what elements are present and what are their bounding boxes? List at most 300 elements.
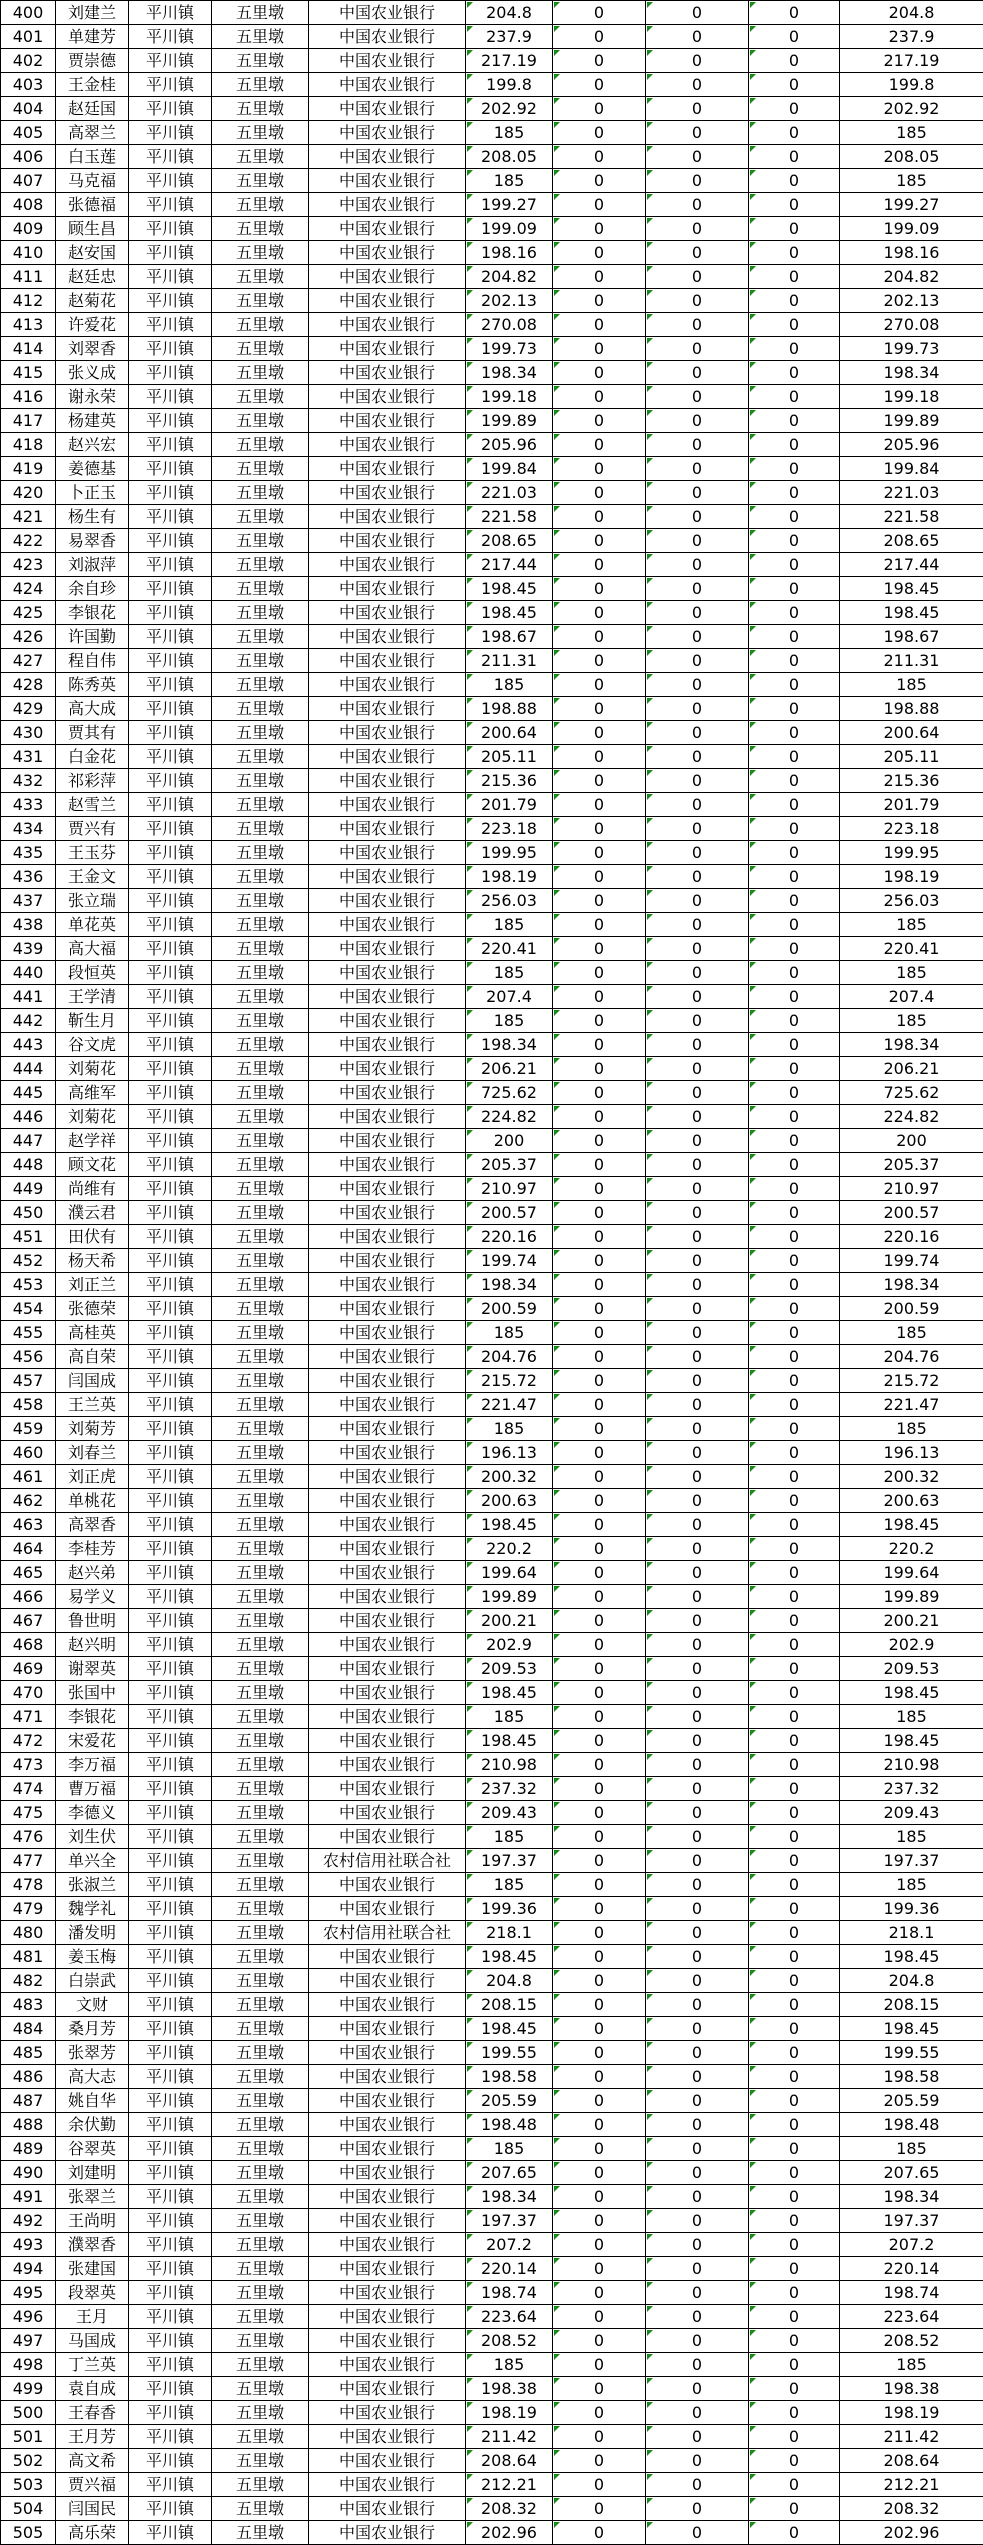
village-cell[interactable]: 五里墩 bbox=[212, 985, 309, 1009]
zero-cell-1[interactable]: 0 bbox=[553, 505, 646, 529]
village-cell[interactable]: 五里墩 bbox=[212, 1753, 309, 1777]
town-cell[interactable]: 平川镇 bbox=[129, 1945, 212, 1969]
total-cell[interactable]: 200.57 bbox=[840, 1201, 983, 1225]
zero-cell-1[interactable]: 0 bbox=[553, 625, 646, 649]
amount-cell[interactable]: 224.82 bbox=[466, 1105, 553, 1129]
amount-cell[interactable]: 204.8 bbox=[466, 1, 553, 25]
zero-cell-1[interactable]: 0 bbox=[553, 1561, 646, 1585]
zero-cell-1[interactable]: 0 bbox=[553, 2521, 646, 2545]
bank-cell[interactable]: 中国农业银行 bbox=[309, 1201, 466, 1225]
row-number-cell[interactable]: 499 bbox=[1, 2377, 56, 2401]
row-number-cell[interactable]: 410 bbox=[1, 241, 56, 265]
amount-cell[interactable]: 206.21 bbox=[466, 1057, 553, 1081]
amount-cell[interactable]: 202.96 bbox=[466, 2521, 553, 2545]
zero-cell-1[interactable]: 0 bbox=[553, 721, 646, 745]
zero-cell-1[interactable]: 0 bbox=[553, 2185, 646, 2209]
amount-cell[interactable]: 220.14 bbox=[466, 2257, 553, 2281]
row-number-cell[interactable]: 409 bbox=[1, 217, 56, 241]
zero-cell-1[interactable]: 0 bbox=[553, 2329, 646, 2353]
zero-cell-3[interactable]: 0 bbox=[749, 1249, 840, 1273]
zero-cell-1[interactable]: 0 bbox=[553, 889, 646, 913]
amount-cell[interactable]: 199.95 bbox=[466, 841, 553, 865]
amount-cell[interactable]: 185 bbox=[466, 1705, 553, 1729]
town-cell[interactable]: 平川镇 bbox=[129, 1609, 212, 1633]
village-cell[interactable]: 五里墩 bbox=[212, 1225, 309, 1249]
zero-cell-2[interactable]: 0 bbox=[646, 1177, 749, 1201]
zero-cell-1[interactable]: 0 bbox=[553, 313, 646, 337]
town-cell[interactable]: 平川镇 bbox=[129, 1465, 212, 1489]
amount-cell[interactable]: 198.34 bbox=[466, 361, 553, 385]
town-cell[interactable]: 平川镇 bbox=[129, 961, 212, 985]
zero-cell-1[interactable]: 0 bbox=[553, 2353, 646, 2377]
name-cell[interactable]: 魏学礼 bbox=[56, 1897, 129, 1921]
zero-cell-3[interactable]: 0 bbox=[749, 1537, 840, 1561]
town-cell[interactable]: 平川镇 bbox=[129, 2521, 212, 2545]
village-cell[interactable]: 五里墩 bbox=[212, 2017, 309, 2041]
total-cell[interactable]: 198.38 bbox=[840, 2377, 983, 2401]
zero-cell-3[interactable]: 0 bbox=[749, 1081, 840, 1105]
zero-cell-3[interactable]: 0 bbox=[749, 2113, 840, 2137]
amount-cell[interactable]: 200.64 bbox=[466, 721, 553, 745]
zero-cell-3[interactable]: 0 bbox=[749, 2353, 840, 2377]
town-cell[interactable]: 平川镇 bbox=[129, 769, 212, 793]
row-number-cell[interactable]: 467 bbox=[1, 1609, 56, 1633]
bank-cell[interactable]: 中国农业银行 bbox=[309, 1753, 466, 1777]
row-number-cell[interactable]: 401 bbox=[1, 25, 56, 49]
total-cell[interactable]: 200.64 bbox=[840, 721, 983, 745]
bank-cell[interactable]: 中国农业银行 bbox=[309, 697, 466, 721]
village-cell[interactable]: 五里墩 bbox=[212, 745, 309, 769]
zero-cell-2[interactable]: 0 bbox=[646, 121, 749, 145]
zero-cell-3[interactable]: 0 bbox=[749, 1681, 840, 1705]
town-cell[interactable]: 平川镇 bbox=[129, 1177, 212, 1201]
total-cell[interactable]: 185 bbox=[840, 169, 983, 193]
total-cell[interactable]: 198.88 bbox=[840, 697, 983, 721]
row-number-cell[interactable]: 495 bbox=[1, 2281, 56, 2305]
name-cell[interactable]: 程自伟 bbox=[56, 649, 129, 673]
row-number-cell[interactable]: 451 bbox=[1, 1225, 56, 1249]
bank-cell[interactable]: 中国农业银行 bbox=[309, 457, 466, 481]
amount-cell[interactable]: 208.52 bbox=[466, 2329, 553, 2353]
zero-cell-1[interactable]: 0 bbox=[553, 433, 646, 457]
zero-cell-1[interactable]: 0 bbox=[553, 1609, 646, 1633]
town-cell[interactable]: 平川镇 bbox=[129, 2305, 212, 2329]
zero-cell-1[interactable]: 0 bbox=[553, 481, 646, 505]
zero-cell-3[interactable]: 0 bbox=[749, 2233, 840, 2257]
row-number-cell[interactable]: 433 bbox=[1, 793, 56, 817]
village-cell[interactable]: 五里墩 bbox=[212, 1417, 309, 1441]
town-cell[interactable]: 平川镇 bbox=[129, 1, 212, 25]
bank-cell[interactable]: 中国农业银行 bbox=[309, 2377, 466, 2401]
total-cell[interactable]: 208.32 bbox=[840, 2497, 983, 2521]
town-cell[interactable]: 平川镇 bbox=[129, 289, 212, 313]
total-cell[interactable]: 198.45 bbox=[840, 1513, 983, 1537]
name-cell[interactable]: 王玉芬 bbox=[56, 841, 129, 865]
zero-cell-2[interactable]: 0 bbox=[646, 697, 749, 721]
village-cell[interactable]: 五里墩 bbox=[212, 529, 309, 553]
name-cell[interactable]: 王月 bbox=[56, 2305, 129, 2329]
zero-cell-2[interactable]: 0 bbox=[646, 313, 749, 337]
row-number-cell[interactable]: 408 bbox=[1, 193, 56, 217]
town-cell[interactable]: 平川镇 bbox=[129, 2041, 212, 2065]
name-cell[interactable]: 桑月芳 bbox=[56, 2017, 129, 2041]
zero-cell-3[interactable]: 0 bbox=[749, 145, 840, 169]
total-cell[interactable]: 185 bbox=[840, 673, 983, 697]
village-cell[interactable]: 五里墩 bbox=[212, 2473, 309, 2497]
total-cell[interactable]: 221.58 bbox=[840, 505, 983, 529]
row-number-cell[interactable]: 426 bbox=[1, 625, 56, 649]
zero-cell-1[interactable]: 0 bbox=[553, 1105, 646, 1129]
zero-cell-1[interactable]: 0 bbox=[553, 1057, 646, 1081]
zero-cell-2[interactable]: 0 bbox=[646, 1873, 749, 1897]
town-cell[interactable]: 平川镇 bbox=[129, 1105, 212, 1129]
town-cell[interactable]: 平川镇 bbox=[129, 1993, 212, 2017]
total-cell[interactable]: 198.45 bbox=[840, 577, 983, 601]
town-cell[interactable]: 平川镇 bbox=[129, 1033, 212, 1057]
name-cell[interactable]: 白玉莲 bbox=[56, 145, 129, 169]
name-cell[interactable]: 单桃花 bbox=[56, 1489, 129, 1513]
zero-cell-2[interactable]: 0 bbox=[646, 889, 749, 913]
zero-cell-1[interactable]: 0 bbox=[553, 1033, 646, 1057]
village-cell[interactable]: 五里墩 bbox=[212, 769, 309, 793]
row-number-cell[interactable]: 434 bbox=[1, 817, 56, 841]
total-cell[interactable]: 199.64 bbox=[840, 1561, 983, 1585]
bank-cell[interactable]: 中国农业银行 bbox=[309, 1993, 466, 2017]
zero-cell-2[interactable]: 0 bbox=[646, 1081, 749, 1105]
name-cell[interactable]: 高翠兰 bbox=[56, 121, 129, 145]
town-cell[interactable]: 平川镇 bbox=[129, 625, 212, 649]
zero-cell-3[interactable]: 0 bbox=[749, 553, 840, 577]
bank-cell[interactable]: 中国农业银行 bbox=[309, 2521, 466, 2545]
village-cell[interactable]: 五里墩 bbox=[212, 1633, 309, 1657]
zero-cell-2[interactable]: 0 bbox=[646, 2137, 749, 2161]
row-number-cell[interactable]: 448 bbox=[1, 1153, 56, 1177]
town-cell[interactable]: 平川镇 bbox=[129, 1129, 212, 1153]
zero-cell-2[interactable]: 0 bbox=[646, 1369, 749, 1393]
bank-cell[interactable]: 中国农业银行 bbox=[309, 1249, 466, 1273]
zero-cell-3[interactable]: 0 bbox=[749, 2401, 840, 2425]
total-cell[interactable]: 215.72 bbox=[840, 1369, 983, 1393]
village-cell[interactable]: 五里墩 bbox=[212, 1273, 309, 1297]
name-cell[interactable]: 祁彩萍 bbox=[56, 769, 129, 793]
zero-cell-3[interactable]: 0 bbox=[749, 385, 840, 409]
town-cell[interactable]: 平川镇 bbox=[129, 649, 212, 673]
zero-cell-3[interactable]: 0 bbox=[749, 1657, 840, 1681]
zero-cell-2[interactable]: 0 bbox=[646, 793, 749, 817]
amount-cell[interactable]: 199.8 bbox=[466, 73, 553, 97]
row-number-cell[interactable]: 496 bbox=[1, 2305, 56, 2329]
zero-cell-1[interactable]: 0 bbox=[553, 865, 646, 889]
zero-cell-2[interactable]: 0 bbox=[646, 1561, 749, 1585]
row-number-cell[interactable]: 421 bbox=[1, 505, 56, 529]
amount-cell[interactable]: 220.41 bbox=[466, 937, 553, 961]
zero-cell-1[interactable]: 0 bbox=[553, 241, 646, 265]
town-cell[interactable]: 平川镇 bbox=[129, 1489, 212, 1513]
town-cell[interactable]: 平川镇 bbox=[129, 433, 212, 457]
row-number-cell[interactable]: 460 bbox=[1, 1441, 56, 1465]
zero-cell-2[interactable]: 0 bbox=[646, 1009, 749, 1033]
row-number-cell[interactable]: 487 bbox=[1, 2089, 56, 2113]
zero-cell-1[interactable]: 0 bbox=[553, 1513, 646, 1537]
amount-cell[interactable]: 208.65 bbox=[466, 529, 553, 553]
bank-cell[interactable]: 中国农业银行 bbox=[309, 601, 466, 625]
town-cell[interactable]: 平川镇 bbox=[129, 697, 212, 721]
amount-cell[interactable]: 270.08 bbox=[466, 313, 553, 337]
zero-cell-1[interactable]: 0 bbox=[553, 265, 646, 289]
bank-cell[interactable]: 中国农业银行 bbox=[309, 385, 466, 409]
village-cell[interactable]: 五里墩 bbox=[212, 2305, 309, 2329]
bank-cell[interactable]: 中国农业银行 bbox=[309, 1105, 466, 1129]
zero-cell-1[interactable]: 0 bbox=[553, 1993, 646, 2017]
zero-cell-3[interactable]: 0 bbox=[749, 1441, 840, 1465]
zero-cell-2[interactable]: 0 bbox=[646, 289, 749, 313]
total-cell[interactable]: 212.21 bbox=[840, 2473, 983, 2497]
bank-cell[interactable]: 中国农业银行 bbox=[309, 1, 466, 25]
row-number-cell[interactable]: 432 bbox=[1, 769, 56, 793]
zero-cell-2[interactable]: 0 bbox=[646, 2473, 749, 2497]
village-cell[interactable]: 五里墩 bbox=[212, 2497, 309, 2521]
row-number-cell[interactable]: 503 bbox=[1, 2473, 56, 2497]
row-number-cell[interactable]: 414 bbox=[1, 337, 56, 361]
name-cell[interactable]: 刘菊花 bbox=[56, 1057, 129, 1081]
village-cell[interactable]: 五里墩 bbox=[212, 1369, 309, 1393]
village-cell[interactable]: 五里墩 bbox=[212, 1897, 309, 1921]
name-cell[interactable]: 田伏有 bbox=[56, 1225, 129, 1249]
amount-cell[interactable]: 220.16 bbox=[466, 1225, 553, 1249]
zero-cell-1[interactable]: 0 bbox=[553, 1129, 646, 1153]
town-cell[interactable]: 平川镇 bbox=[129, 1825, 212, 1849]
village-cell[interactable]: 五里墩 bbox=[212, 2353, 309, 2377]
zero-cell-2[interactable]: 0 bbox=[646, 2041, 749, 2065]
town-cell[interactable]: 平川镇 bbox=[129, 913, 212, 937]
town-cell[interactable]: 平川镇 bbox=[129, 1393, 212, 1417]
total-cell[interactable]: 185 bbox=[840, 961, 983, 985]
amount-cell[interactable]: 199.09 bbox=[466, 217, 553, 241]
amount-cell[interactable]: 218.1 bbox=[466, 1921, 553, 1945]
bank-cell[interactable]: 中国农业银行 bbox=[309, 937, 466, 961]
zero-cell-1[interactable]: 0 bbox=[553, 25, 646, 49]
name-cell[interactable]: 王学清 bbox=[56, 985, 129, 1009]
village-cell[interactable]: 五里墩 bbox=[212, 2401, 309, 2425]
total-cell[interactable]: 200.32 bbox=[840, 1465, 983, 1489]
zero-cell-3[interactable]: 0 bbox=[749, 313, 840, 337]
total-cell[interactable]: 210.97 bbox=[840, 1177, 983, 1201]
zero-cell-2[interactable]: 0 bbox=[646, 1681, 749, 1705]
name-cell[interactable]: 贾其有 bbox=[56, 721, 129, 745]
zero-cell-2[interactable]: 0 bbox=[646, 1489, 749, 1513]
amount-cell[interactable]: 198.45 bbox=[466, 577, 553, 601]
town-cell[interactable]: 平川镇 bbox=[129, 49, 212, 73]
total-cell[interactable]: 208.15 bbox=[840, 1993, 983, 2017]
total-cell[interactable]: 224.82 bbox=[840, 1105, 983, 1129]
total-cell[interactable]: 204.8 bbox=[840, 1969, 983, 1993]
amount-cell[interactable]: 256.03 bbox=[466, 889, 553, 913]
bank-cell[interactable]: 中国农业银行 bbox=[309, 1945, 466, 1969]
row-number-cell[interactable]: 463 bbox=[1, 1513, 56, 1537]
amount-cell[interactable]: 221.03 bbox=[466, 481, 553, 505]
amount-cell[interactable]: 185 bbox=[466, 2353, 553, 2377]
village-cell[interactable]: 五里墩 bbox=[212, 1081, 309, 1105]
bank-cell[interactable]: 中国农业银行 bbox=[309, 961, 466, 985]
total-cell[interactable]: 199.74 bbox=[840, 1249, 983, 1273]
total-cell[interactable]: 185 bbox=[840, 1009, 983, 1033]
village-cell[interactable]: 五里墩 bbox=[212, 2161, 309, 2185]
village-cell[interactable]: 五里墩 bbox=[212, 313, 309, 337]
name-cell[interactable]: 张建国 bbox=[56, 2257, 129, 2281]
amount-cell[interactable]: 215.36 bbox=[466, 769, 553, 793]
bank-cell[interactable]: 中国农业银行 bbox=[309, 649, 466, 673]
amount-cell[interactable]: 185 bbox=[466, 1873, 553, 1897]
zero-cell-3[interactable]: 0 bbox=[749, 1, 840, 25]
town-cell[interactable]: 平川镇 bbox=[129, 1057, 212, 1081]
name-cell[interactable]: 姜玉梅 bbox=[56, 1945, 129, 1969]
zero-cell-3[interactable]: 0 bbox=[749, 1873, 840, 1897]
bank-cell[interactable]: 中国农业银行 bbox=[309, 1633, 466, 1657]
town-cell[interactable]: 平川镇 bbox=[129, 1081, 212, 1105]
bank-cell[interactable]: 中国农业银行 bbox=[309, 1585, 466, 1609]
zero-cell-3[interactable]: 0 bbox=[749, 1633, 840, 1657]
village-cell[interactable]: 五里墩 bbox=[212, 1945, 309, 1969]
zero-cell-3[interactable]: 0 bbox=[749, 1105, 840, 1129]
town-cell[interactable]: 平川镇 bbox=[129, 73, 212, 97]
row-number-cell[interactable]: 412 bbox=[1, 289, 56, 313]
name-cell[interactable]: 白金花 bbox=[56, 745, 129, 769]
town-cell[interactable]: 平川镇 bbox=[129, 2281, 212, 2305]
zero-cell-2[interactable]: 0 bbox=[646, 1153, 749, 1177]
zero-cell-2[interactable]: 0 bbox=[646, 361, 749, 385]
amount-cell[interactable]: 198.19 bbox=[466, 865, 553, 889]
town-cell[interactable]: 平川镇 bbox=[129, 1249, 212, 1273]
total-cell[interactable]: 204.76 bbox=[840, 1345, 983, 1369]
bank-cell[interactable]: 中国农业银行 bbox=[309, 1513, 466, 1537]
zero-cell-1[interactable]: 0 bbox=[553, 1825, 646, 1849]
zero-cell-2[interactable]: 0 bbox=[646, 1753, 749, 1777]
zero-cell-3[interactable]: 0 bbox=[749, 1609, 840, 1633]
zero-cell-3[interactable]: 0 bbox=[749, 1465, 840, 1489]
row-number-cell[interactable]: 438 bbox=[1, 913, 56, 937]
name-cell[interactable]: 张立瑞 bbox=[56, 889, 129, 913]
row-number-cell[interactable]: 404 bbox=[1, 97, 56, 121]
zero-cell-3[interactable]: 0 bbox=[749, 1849, 840, 1873]
zero-cell-3[interactable]: 0 bbox=[749, 2137, 840, 2161]
name-cell[interactable]: 顾生昌 bbox=[56, 217, 129, 241]
name-cell[interactable]: 袁自成 bbox=[56, 2377, 129, 2401]
total-cell[interactable]: 199.36 bbox=[840, 1897, 983, 1921]
zero-cell-2[interactable]: 0 bbox=[646, 505, 749, 529]
bank-cell[interactable]: 中国农业银行 bbox=[309, 505, 466, 529]
total-cell[interactable]: 202.96 bbox=[840, 2521, 983, 2545]
name-cell[interactable]: 刘生伏 bbox=[56, 1825, 129, 1849]
amount-cell[interactable]: 211.31 bbox=[466, 649, 553, 673]
total-cell[interactable]: 185 bbox=[840, 1825, 983, 1849]
zero-cell-1[interactable]: 0 bbox=[553, 1537, 646, 1561]
total-cell[interactable]: 217.44 bbox=[840, 553, 983, 577]
amount-cell[interactable]: 210.98 bbox=[466, 1753, 553, 1777]
town-cell[interactable]: 平川镇 bbox=[129, 217, 212, 241]
row-number-cell[interactable]: 411 bbox=[1, 265, 56, 289]
row-number-cell[interactable]: 476 bbox=[1, 1825, 56, 1849]
zero-cell-1[interactable]: 0 bbox=[553, 1345, 646, 1369]
town-cell[interactable]: 平川镇 bbox=[129, 1201, 212, 1225]
name-cell[interactable]: 白崇武 bbox=[56, 1969, 129, 1993]
village-cell[interactable]: 五里墩 bbox=[212, 2137, 309, 2161]
total-cell[interactable]: 205.37 bbox=[840, 1153, 983, 1177]
amount-cell[interactable]: 209.53 bbox=[466, 1657, 553, 1681]
name-cell[interactable]: 赵学祥 bbox=[56, 1129, 129, 1153]
amount-cell[interactable]: 198.34 bbox=[466, 1033, 553, 1057]
zero-cell-2[interactable]: 0 bbox=[646, 193, 749, 217]
total-cell[interactable]: 202.92 bbox=[840, 97, 983, 121]
row-number-cell[interactable]: 480 bbox=[1, 1921, 56, 1945]
zero-cell-2[interactable]: 0 bbox=[646, 217, 749, 241]
bank-cell[interactable]: 中国农业银行 bbox=[309, 1081, 466, 1105]
zero-cell-3[interactable]: 0 bbox=[749, 961, 840, 985]
town-cell[interactable]: 平川镇 bbox=[129, 1345, 212, 1369]
village-cell[interactable]: 五里墩 bbox=[212, 625, 309, 649]
total-cell[interactable]: 211.42 bbox=[840, 2425, 983, 2449]
zero-cell-2[interactable]: 0 bbox=[646, 553, 749, 577]
bank-cell[interactable]: 中国农业银行 bbox=[309, 49, 466, 73]
name-cell[interactable]: 易翠香 bbox=[56, 529, 129, 553]
amount-cell[interactable]: 207.65 bbox=[466, 2161, 553, 2185]
zero-cell-1[interactable]: 0 bbox=[553, 553, 646, 577]
zero-cell-3[interactable]: 0 bbox=[749, 1345, 840, 1369]
total-cell[interactable]: 198.19 bbox=[840, 2401, 983, 2425]
row-number-cell[interactable]: 445 bbox=[1, 1081, 56, 1105]
town-cell[interactable]: 平川镇 bbox=[129, 2233, 212, 2257]
row-number-cell[interactable]: 439 bbox=[1, 937, 56, 961]
row-number-cell[interactable]: 488 bbox=[1, 2113, 56, 2137]
name-cell[interactable]: 王月芳 bbox=[56, 2425, 129, 2449]
row-number-cell[interactable]: 406 bbox=[1, 145, 56, 169]
zero-cell-3[interactable]: 0 bbox=[749, 817, 840, 841]
amount-cell[interactable]: 198.45 bbox=[466, 2017, 553, 2041]
town-cell[interactable]: 平川镇 bbox=[129, 481, 212, 505]
amount-cell[interactable]: 208.64 bbox=[466, 2449, 553, 2473]
total-cell[interactable]: 199.89 bbox=[840, 1585, 983, 1609]
name-cell[interactable]: 姜德基 bbox=[56, 457, 129, 481]
zero-cell-1[interactable]: 0 bbox=[553, 1297, 646, 1321]
zero-cell-2[interactable]: 0 bbox=[646, 769, 749, 793]
amount-cell[interactable]: 198.48 bbox=[466, 2113, 553, 2137]
name-cell[interactable]: 卜正玉 bbox=[56, 481, 129, 505]
zero-cell-1[interactable]: 0 bbox=[553, 1777, 646, 1801]
town-cell[interactable]: 平川镇 bbox=[129, 745, 212, 769]
name-cell[interactable]: 谷文虎 bbox=[56, 1033, 129, 1057]
zero-cell-1[interactable]: 0 bbox=[553, 49, 646, 73]
bank-cell[interactable]: 中国农业银行 bbox=[309, 1897, 466, 1921]
village-cell[interactable]: 五里墩 bbox=[212, 2089, 309, 2113]
total-cell[interactable]: 185 bbox=[840, 1705, 983, 1729]
name-cell[interactable]: 刘正兰 bbox=[56, 1273, 129, 1297]
amount-cell[interactable]: 199.27 bbox=[466, 193, 553, 217]
zero-cell-3[interactable]: 0 bbox=[749, 577, 840, 601]
zero-cell-2[interactable]: 0 bbox=[646, 481, 749, 505]
zero-cell-2[interactable]: 0 bbox=[646, 1273, 749, 1297]
row-number-cell[interactable]: 457 bbox=[1, 1369, 56, 1393]
zero-cell-3[interactable]: 0 bbox=[749, 1513, 840, 1537]
amount-cell[interactable]: 210.97 bbox=[466, 1177, 553, 1201]
zero-cell-2[interactable]: 0 bbox=[646, 2161, 749, 2185]
zero-cell-2[interactable]: 0 bbox=[646, 2209, 749, 2233]
village-cell[interactable]: 五里墩 bbox=[212, 2113, 309, 2137]
row-number-cell[interactable]: 489 bbox=[1, 2137, 56, 2161]
village-cell[interactable]: 五里墩 bbox=[212, 1201, 309, 1225]
name-cell[interactable]: 王尚明 bbox=[56, 2209, 129, 2233]
amount-cell[interactable]: 208.05 bbox=[466, 145, 553, 169]
total-cell[interactable]: 198.45 bbox=[840, 1729, 983, 1753]
zero-cell-3[interactable]: 0 bbox=[749, 217, 840, 241]
